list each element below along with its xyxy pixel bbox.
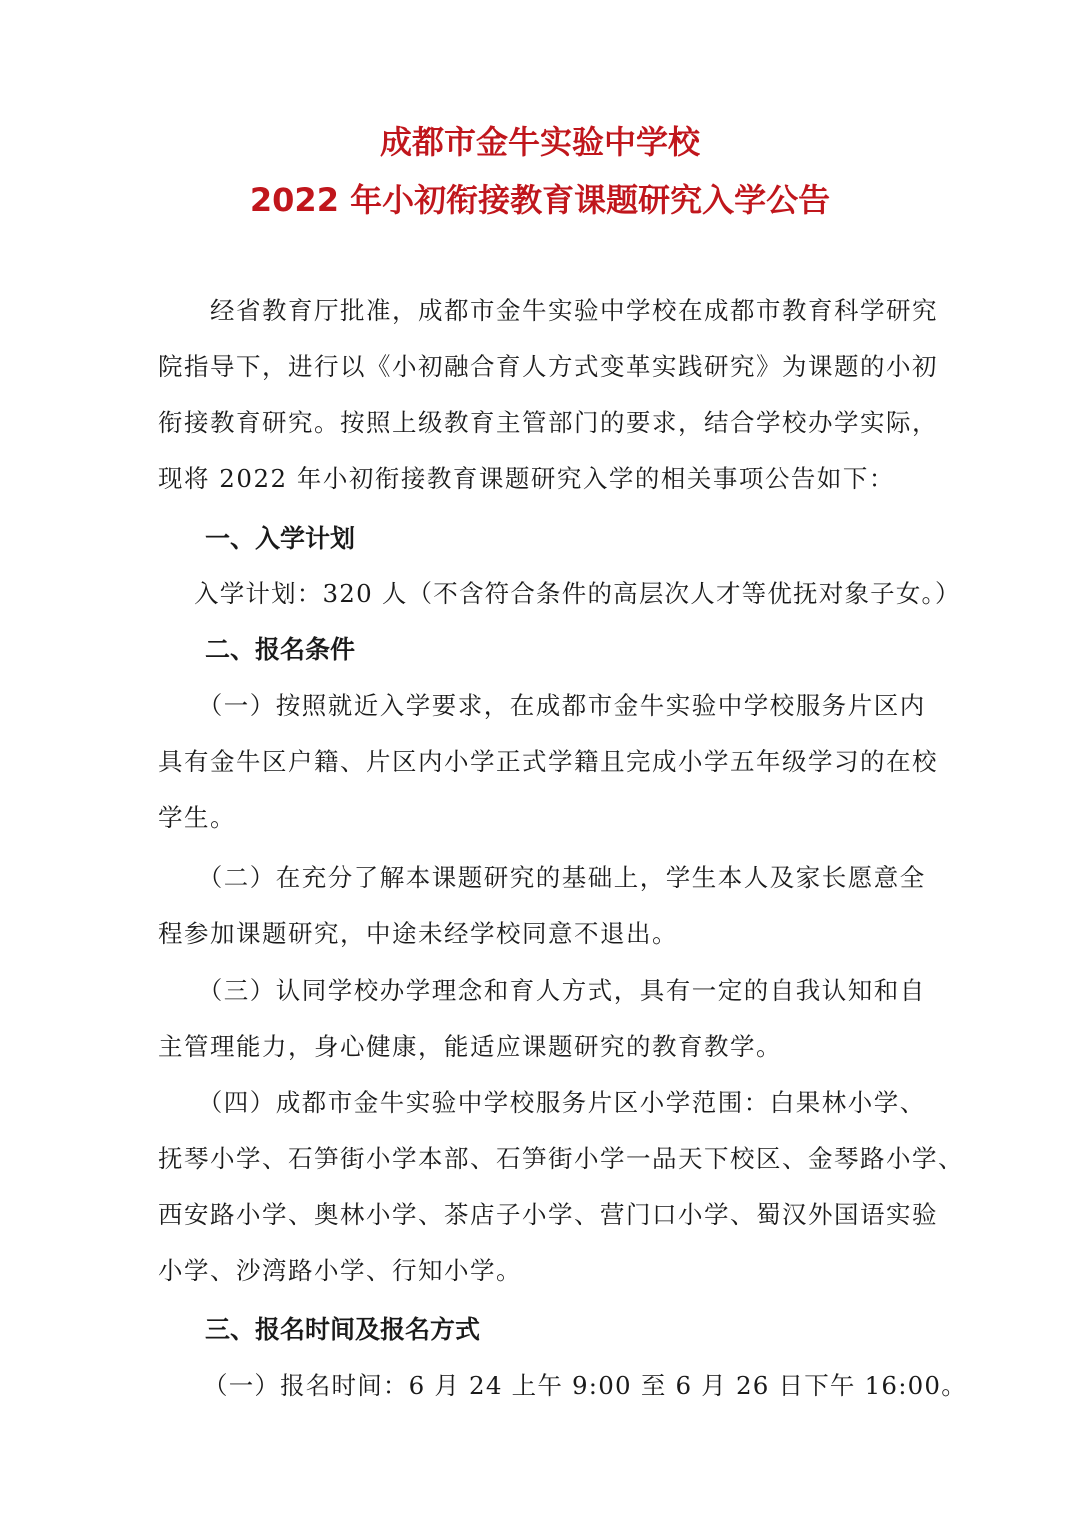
eligibility-item-3	[158, 963, 926, 1075]
eligibility-line: 学生。	[158, 803, 236, 832]
intro-paragraph	[158, 283, 938, 507]
enrollment-plan-text: 入学计划：320 人（不含符合条件的高层次人才等优抚对象子女。）	[194, 579, 961, 608]
eligibility-line: 程参加课题研究，中途未经学校同意不退出。	[158, 919, 678, 948]
eligibility-line: 主管理能力，身心健康，能适应课题研究的教育教学。	[158, 1032, 782, 1061]
registration-time-text: （一）报名时间：6 月 24 上午 9:00 至 6 月 26 日下午 16:00。	[203, 1371, 967, 1400]
intro-line: 衔接教育研究。按照上级教育主管部门的要求，结合学校办学实际，	[158, 408, 938, 437]
eligibility-line: （一）按照就近入学要求，在成都市金牛实验中学校服务片区内	[158, 691, 926, 720]
eligibility-line: （三）认同学校办学理念和育人方式，具有一定的自我认知和自	[158, 976, 926, 1005]
eligibility-item-2	[158, 850, 926, 962]
intro-line: 现将 2022 年小初衔接教育课题研究入学的相关事项公告如下：	[158, 464, 895, 493]
document-title-school: 成都市金牛实验中学校	[379, 123, 700, 161]
intro-line: 经省教育厅批准，成都市金牛实验中学校在成都市教育科学研究	[158, 296, 938, 325]
eligibility-line: 小学、沙湾路小学、行知小学。	[158, 1256, 522, 1285]
section-heading-enrollment-plan: 一、入学计划	[205, 524, 356, 553]
intro-line: 院指导下，进行以《小初融合育人方式变革实践研究》为课题的小初	[158, 352, 938, 381]
eligibility-line: （四）成都市金牛实验中学校服务片区小学范围：白果林小学、	[158, 1088, 926, 1117]
eligibility-line: （二）在充分了解本课题研究的基础上，学生本人及家长愿意全	[158, 863, 926, 892]
eligibility-item-1	[158, 678, 938, 846]
section-heading-eligibility: 二、报名条件	[205, 635, 356, 664]
document-title-announcement: 2022 年小初衔接教育课题研究入学公告	[249, 181, 831, 219]
eligibility-line: 西安路小学、奥林小学、茶店子小学、营门口小学、蜀汉外国语实验	[158, 1200, 938, 1229]
eligibility-item-4	[158, 1075, 964, 1299]
section-heading-registration: 三、报名时间及报名方式	[205, 1315, 481, 1344]
eligibility-line: 具有金牛区户籍、片区内小学正式学籍且完成小学五年级学习的在校	[158, 747, 938, 776]
eligibility-line: 抚琴小学、石笋街小学本部、石笋街小学一品天下校区、金琴路小学、	[158, 1144, 964, 1173]
